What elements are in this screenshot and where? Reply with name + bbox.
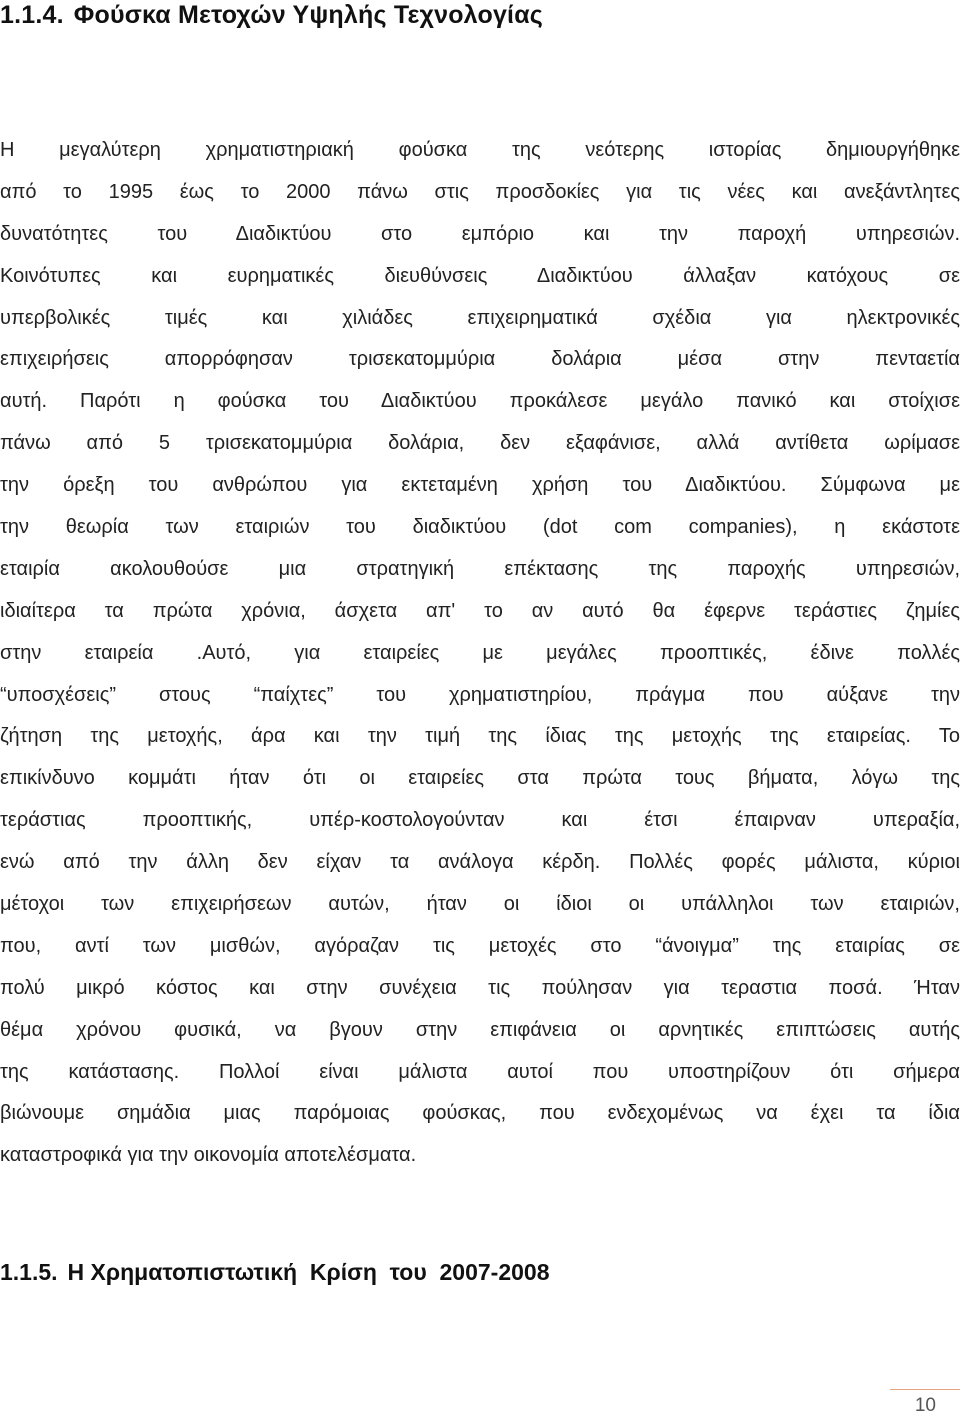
section-number: 1.1.4. [0,1,64,29]
paragraph-line: Κοινότυπες και ευρηματικές διευθύνσεις Διαδικτύου άλλαξαν κατόχους σε [0,264,960,287]
paragraph-line: μέτοχοι των επιχειρήσεων αυτών, ήταν οι ίδιοι οι υπάλληλοι των εταιριών, [0,893,960,916]
section-heading [0,0,543,30]
paragraph-line: ενώ από την άλλη δεν είχαν τα ανάλογα κέρδη. Πολλές φορές μάλιστα, κύριοι [0,851,960,874]
paragraph-line: πολύ μικρό κόστος και στην συνέχεια τις πούλησαν για τεραστια ποσά. Ήταν [0,976,960,999]
paragraph-line: στην εταιρεία .Αυτό, για εταιρείες με μεγάλες προοπτικές, έδινε πολλές [0,641,960,664]
paragraph-line: πάνω από 5 τρισεκατομμύρια δολάρια, δεν εξαφάνισε, αλλά αντίθετα ωρίμασε [0,432,960,455]
paragraph-line: επικίνδυνο κομμάτι ήταν ότι οι εταιρείες στα πρώτα τους βήματα, λόγω της [0,767,960,790]
paragraph-line: Η μεγαλύτερη χρηματιστηριακή φούσκα της νεότερης ιστορίας δημιουργήθηκε [0,139,960,161]
paragraph-line: την όρεξη του ανθρώπου για εκτεταμένη χρήση του Διαδικτύου. Σύμφωνα με [0,474,960,497]
section-title: Φούσκα Μετοχών Υψηλής Τεχνολογίας [73,1,543,29]
paragraph-line: θέμα χρόνου φυσικά, να βγουν στην επιφάνεια οι αρνητικές επιπτώσεις αυτής [0,1018,960,1041]
paragraph-line: εταιρία ακολουθούσε μια στρατηγική επέκτασης της παροχής υπηρεσιών, [0,557,960,580]
section-number: 1.1.5. [0,1259,58,1285]
paragraph-line: υπερβολικές τιμές και χιλιάδες επιχειρηματικά σχέδια για ηλεκτρονικές [0,306,960,329]
paragraph-line: τεράστιας προοπτικής, υπέρ-κοστολογούνταν και έτσι έπαιρναν υπεραξία, [0,809,960,832]
body-paragraph [0,130,960,1177]
paragraph-line: ιδιαίτερα τα πρώτα χρόνια, άσχετα απ' το αν αυτό θα έφερνε τεράστιες ζημίες [0,599,960,622]
section-title: Η Χρηματοπιστωτική Κρίση του 2007-2008 [67,1259,550,1285]
paragraph-line: επιχειρήσεις απορρόφησαν τρισεκατομμύρια δολάρια μέσα στην πενταετία [0,348,960,371]
section-heading [0,1257,550,1287]
paragraph-line: “υποσχέσεις” στους “παίχτες” του χρηματιστηρίου, πράγμα που αύξανε την [0,683,960,706]
paragraph-line: που, αντί των μισθών, αγόραζαν τις μετοχές στο “άνοιγμα” της εταιρίας σε [0,934,960,957]
paragraph-line: καταστροφικά για την οικονομία αποτελέσματα. [0,1144,417,1167]
paragraph-line: ζήτηση της μετοχής, άρα και την τιμή της ίδιας της μετοχής της εταιρείας. Το [0,725,960,748]
paragraph-line: την θεωρία των εταιριών του διαδικτύου (dot com companies), η εκάστοτε [0,516,960,539]
footer-divider [890,1389,960,1390]
paragraph-line: της κατάστασης. Πολλοί είναι μάλιστα αυτοί που υποστηρίζουν ότι σήμερα [0,1060,960,1083]
page-number: 10 [914,1395,936,1416]
paragraph-line: από το 1995 έως το 2000 πάνω στις προσδοκίες για τις νέες και ανεξάντλητες [0,180,960,203]
paragraph-line: βιώνουμε σημάδια μιας παρόμοιας φούσκας, που ενδεχομένως να έχει τα ίδια [0,1102,960,1125]
paragraph-line: δυνατότητες του Διαδικτύου στο εμπόριο και την παροχή υπηρεσιών. [0,222,960,245]
paragraph-line: αυτή. Παρότι η φούσκα του Διαδικτύου προκάλεσε μεγάλο πανικό και στοίχισε [0,390,960,413]
